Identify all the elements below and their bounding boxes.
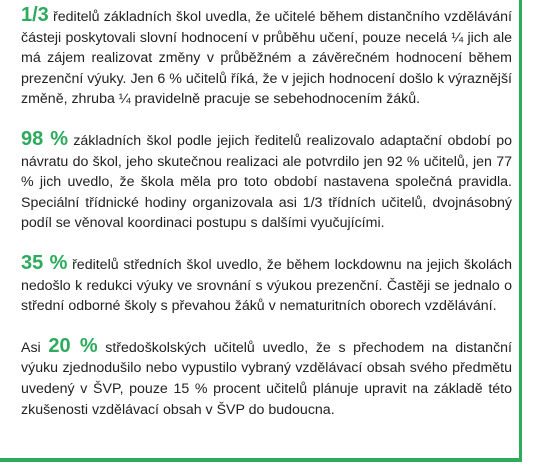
finding-paragraph-2 <box>21 129 512 234</box>
finding-paragraph-4 <box>21 336 512 420</box>
finding-highlight-2: 98 % <box>21 127 68 150</box>
finding-text-3: ředitelů středních škol uvedlo, že během lockdownu na jejich školách nedošlo k redukci výuky ve srovnání s výukou prezenční. Častěji se jednalo o střední odborné školy s převahou žáků v nematuritních oborech vzdělávání. <box>21 256 512 315</box>
finding-prefix-4: Asi <box>21 339 49 356</box>
finding-text-1: ředitelů základních škol uvedla, že učitelé během distančního vzdělávání částeji poskytovali slovní hodnocení v průběhu učení, pouze necelá ¼ jich ale má zájem realizovat změny v průběžném a závěrečném hodnocení během prezenční výuky. Jen 6 % učitelů říká, že v jejich hodnocení došlo k výraznější změně, zhruba ¼ pravidelně pracuje se sebehodnocením žáků. <box>21 9 512 108</box>
finding-text-2: základních škol podle jejich ředitelů realizovalo adaptační období po návratu do škol, jeho skutečnou realizaci ale potvrdilo jen 92 % učitelů, jen 77 % jich uvedlo, že škola měla pro toto období nastavena společná pravidla. Speciální třídnické hodiny organizovala asi 1/3 třídních učitelů, dvojnásobný podíl se věnoval koordinaci postupu s dalšími vyučujícími. <box>21 132 512 232</box>
finding-highlight-1: 1/3 <box>21 4 49 26</box>
finding-highlight-4: 20 % <box>48 334 98 357</box>
accent-border-right <box>519 0 522 462</box>
finding-text-4: středoškolských učitelů uvedlo, že s přechodem na distanční výuku zjednodušilo nebo vypustilo vybraný vzdělávací obsah svého předmětu uvedený v ŠVP, pouze 15 % procent učitelů plánuje upravit na základě této zkušenosti vzdělávací obsah v ŠVP do budoucna. <box>21 339 512 418</box>
finding-paragraph-3 <box>21 253 512 317</box>
accent-border-bottom <box>0 458 522 462</box>
finding-paragraph-1 <box>21 5 512 110</box>
finding-highlight-3: 35 % <box>21 251 68 274</box>
